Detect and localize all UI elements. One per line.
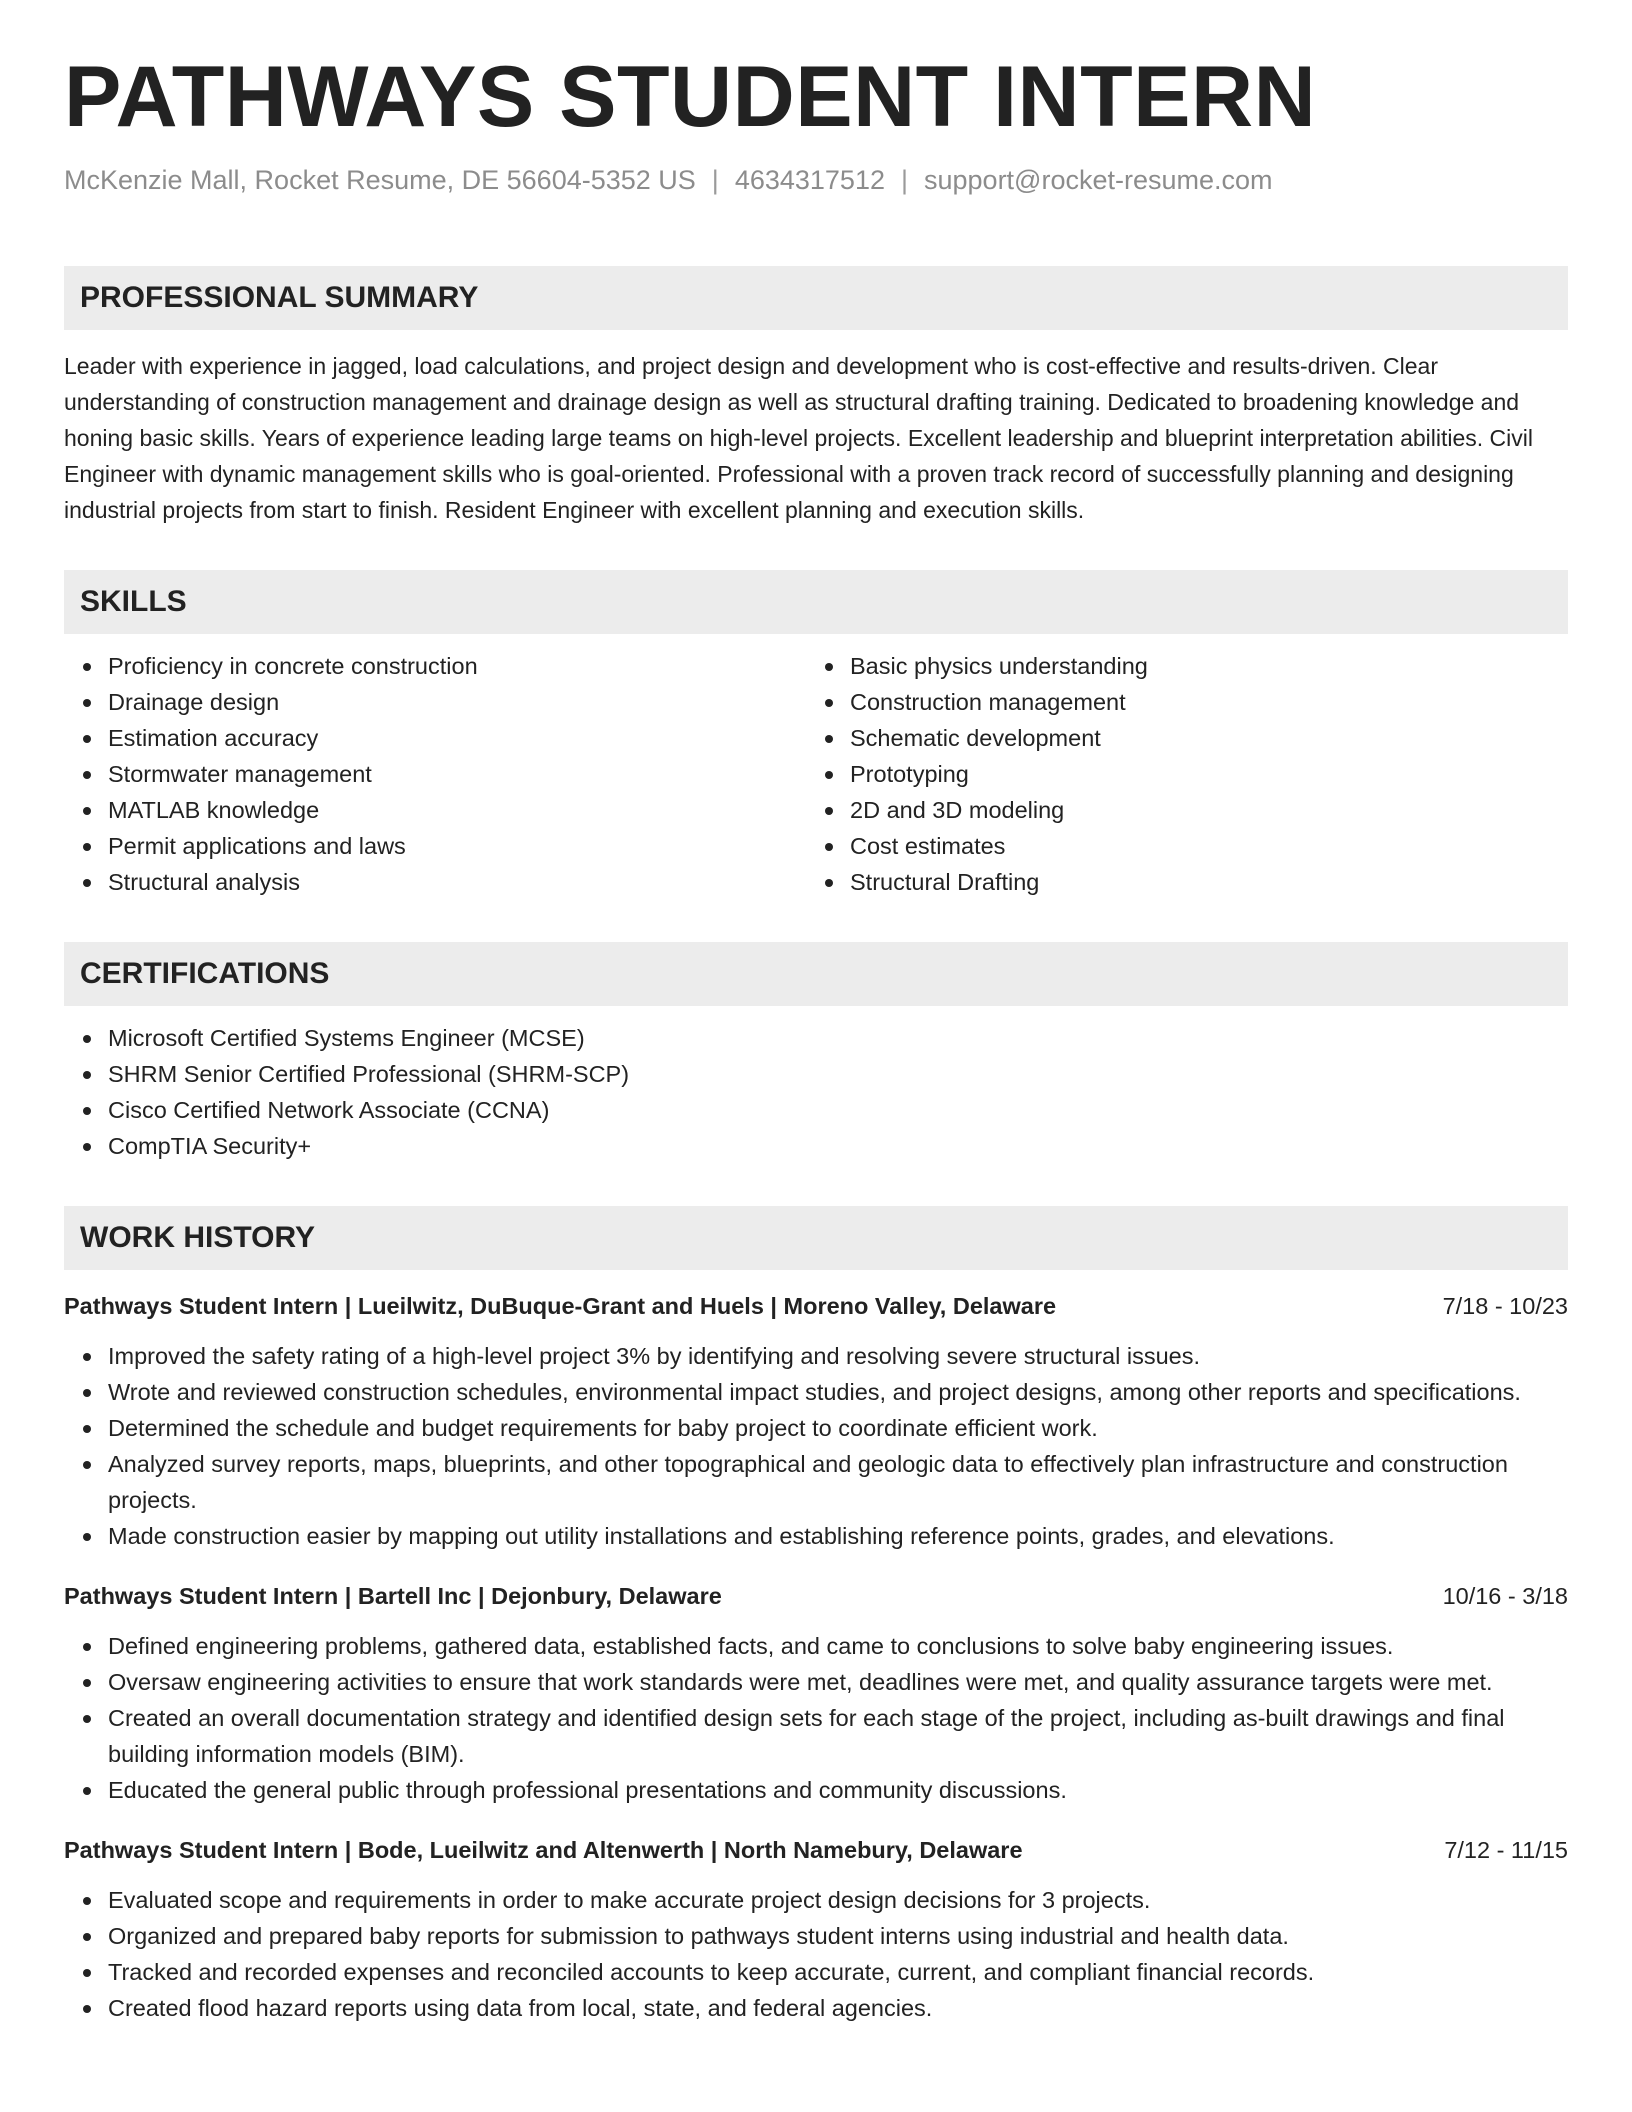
skill-item: Permit applications and laws <box>108 828 806 864</box>
skill-item: Cost estimates <box>850 828 1148 864</box>
job-title: Pathways Student Intern | Bartell Inc | Dejonbury, Delaware <box>64 1582 722 1609</box>
job-header <box>64 1834 1568 1866</box>
job-entry <box>64 1834 1568 2026</box>
skill-item: Basic physics understanding <box>850 648 1148 684</box>
skill-item: Structural Drafting <box>850 864 1148 900</box>
job-bullets <box>64 1882 1568 2026</box>
job-bullet: Organized and prepared baby reports for submission to pathways student interns using industrial and health data. <box>108 1918 1568 1954</box>
skill-item: Drainage design <box>108 684 806 720</box>
job-title: Pathways Student Intern | Lueilwitz, DuBuque-Grant and Huels | Moreno Valley, Delaware <box>64 1292 1057 1319</box>
skill-item: Schematic development <box>850 720 1148 756</box>
job-entry <box>64 1290 1568 1554</box>
job-bullet: Tracked and recorded expenses and reconciled accounts to keep accurate, current, and compliant financial records. <box>108 1954 1568 1990</box>
job-bullet: Evaluated scope and requirements in order to make accurate project design decisions for 3 projects. <box>108 1882 1568 1918</box>
contact-email: support@rocket-resume.com <box>924 164 1273 195</box>
certifications-list <box>64 1020 1568 1164</box>
job-dates: 10/16 - 3/18 <box>1442 1582 1568 1609</box>
job-entry <box>64 1580 1568 1808</box>
job-bullet: Defined engineering problems, gathered data, established facts, and came to conclusions to solve baby engineering issues. <box>108 1628 1568 1664</box>
skill-item: Prototyping <box>850 756 1148 792</box>
job-bullet: Oversaw engineering activities to ensure that work standards were met, deadlines were met, and quality assurance targets were met. <box>108 1664 1568 1700</box>
candidate-name: PATHWAYS STUDENT INTERN <box>64 49 1317 145</box>
job-title: Pathways Student Intern | Bode, Lueilwitz and Altenwerth | North Namebury, Delaware <box>64 1836 1023 1863</box>
job-dates: 7/18 - 10/23 <box>1442 1292 1568 1319</box>
certification-item: Microsoft Certified Systems Engineer (MCSE) <box>108 1020 1568 1056</box>
contact-line <box>64 165 1568 196</box>
job-bullet: Made construction easier by mapping out utility installations and establishing reference points, grades, and elevations. <box>108 1518 1568 1554</box>
certification-item: CompTIA Security+ <box>108 1128 1568 1164</box>
job-header <box>64 1290 1568 1322</box>
section-header-summary: PROFESSIONAL SUMMARY <box>64 266 1568 330</box>
job-bullet: Created an overall documentation strategy and identified design sets for each stage of the project, including as-built drawings and final building information models (BIM). <box>108 1700 1568 1772</box>
skills-grid <box>64 634 1568 900</box>
job-bullet: Analyzed survey reports, maps, blueprints, and other topographical and geologic data to effectively plan infrastructure and construction projects. <box>108 1446 1568 1518</box>
skill-item: Estimation accuracy <box>108 720 806 756</box>
contact-separator: | <box>900 164 908 195</box>
job-dates: 7/12 - 11/15 <box>1444 1836 1568 1863</box>
section-header-skills: SKILLS <box>64 570 1568 634</box>
summary-text: Leader with experience in jagged, load calculations, and project design and development who is cost-effective and results-driven. Clear understanding of construction management and drainage design as well as structural drafting training. Dedicated to broadening knowledge and honing basic skills. Years of experience leading large teams on high-level projects. Excellent leadership and blueprint interpretation abilities. Civil Engineer with dynamic management skills who is goal-oriented. Professional with a proven track record of successfully planning and designing industrial projects from start to finish. Resident Engineer with excellent planning and execution skills. <box>64 352 1534 523</box>
job-header <box>64 1580 1568 1612</box>
job-bullet: Educated the general public through professional presentations and community discussions. <box>108 1772 1568 1808</box>
certification-item: SHRM Senior Certified Professional (SHRM-SCP) <box>108 1056 1568 1092</box>
contact-address: McKenzie Mall, Rocket Resume, DE 56604-5352 US <box>64 164 696 195</box>
section-header-work-history: WORK HISTORY <box>64 1206 1568 1270</box>
job-bullet: Improved the safety rating of a high-level project 3% by identifying and resolving severe structural issues. <box>108 1338 1568 1374</box>
skill-item: MATLAB knowledge <box>108 792 806 828</box>
skill-item: Stormwater management <box>108 756 806 792</box>
contact-phone: 4634317512 <box>734 164 885 195</box>
job-bullets <box>64 1628 1568 1808</box>
skill-item: Construction management <box>850 684 1148 720</box>
certification-item: Cisco Certified Network Associate (CCNA) <box>108 1092 1568 1128</box>
contact-separator: | <box>711 164 719 195</box>
skills-list-left <box>64 648 806 900</box>
job-bullet: Created flood hazard reports using data from local, state, and federal agencies. <box>108 1990 1568 2026</box>
job-bullet: Determined the schedule and budget requirements for baby project to coordinate efficient work. <box>108 1410 1568 1446</box>
skill-item: Proficiency in concrete construction <box>108 648 806 684</box>
skills-list-right <box>806 648 1148 900</box>
job-bullet: Wrote and reviewed construction schedules, environmental impact studies, and project designs, among other reports and specifications. <box>108 1374 1568 1410</box>
job-bullets <box>64 1338 1568 1554</box>
skill-item: 2D and 3D modeling <box>850 792 1148 828</box>
section-header-certifications: CERTIFICATIONS <box>64 942 1568 1006</box>
skill-item: Structural analysis <box>108 864 806 900</box>
